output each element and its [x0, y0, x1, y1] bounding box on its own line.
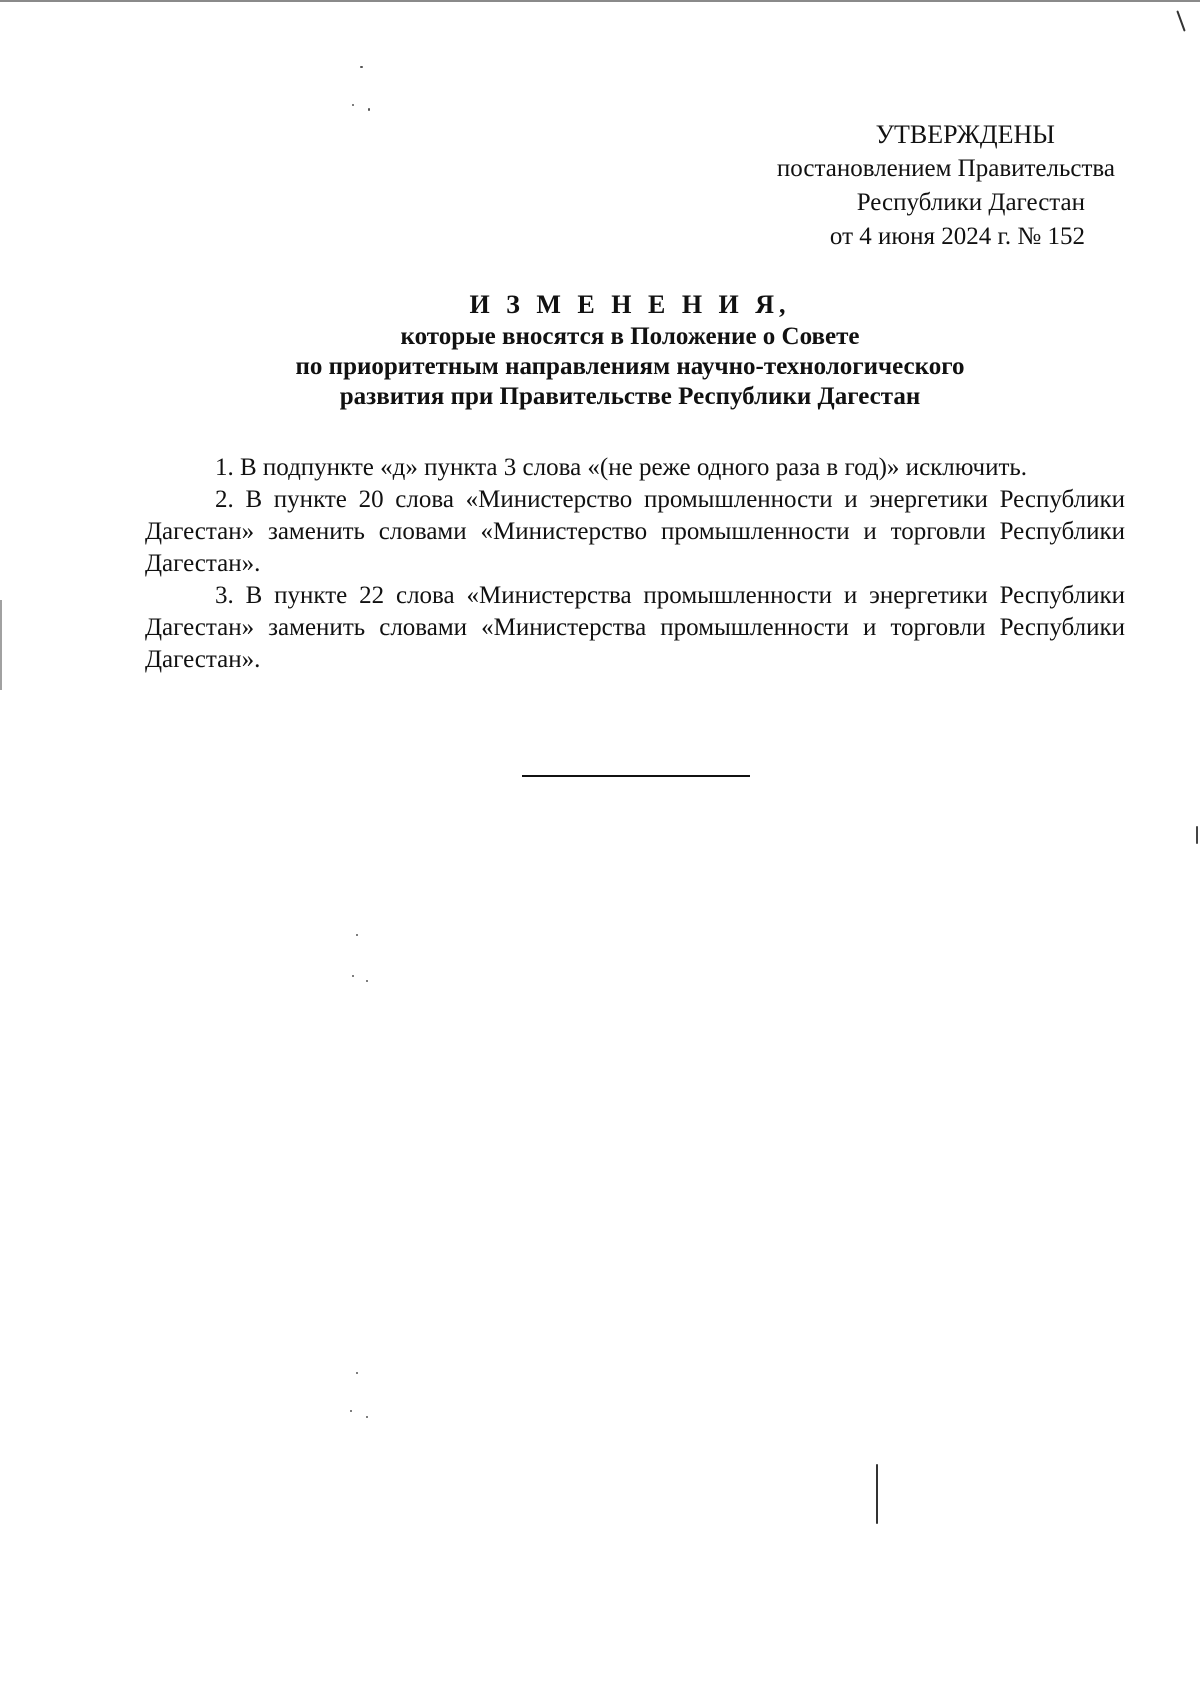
- scan-speck: [368, 108, 370, 111]
- approval-date-number: от 4 июня 2024 г. № 152: [829, 223, 1085, 250]
- scan-edge-left: [0, 600, 2, 690]
- approval-authority: Республики Дагестан: [856, 189, 1085, 216]
- scan-speck: [352, 975, 354, 977]
- title-line-2: по приоритетным направлениям научно-технологического: [295, 353, 965, 380]
- scan-edge-top: [0, 0, 1200, 2]
- title-heading: И З М Е Н Е Н И Я,: [469, 290, 791, 319]
- end-of-text-rule: [522, 775, 750, 777]
- scan-speck: [356, 934, 358, 936]
- scan-corner-mark: [1176, 10, 1185, 31]
- scan-speck: [356, 1372, 358, 1374]
- scan-speck: [350, 1410, 352, 1412]
- scan-edge-mark: [1196, 826, 1198, 844]
- approval-stamp-block: [715, 118, 1115, 254]
- amendments-list: [145, 452, 1125, 676]
- scan-line-mark: [876, 1464, 878, 1524]
- title-line-1: которые вносятся в Положение о Совете: [400, 323, 860, 350]
- scan-speck: [366, 980, 368, 982]
- title-line-3: развития при Правительстве Республики Дагестан: [339, 383, 921, 410]
- document-title: [140, 290, 1120, 412]
- amendment-item-3: 3. В пункте 22 слова «Министерства промышленности и энергетики Республики Дагестан» заменить словами «Министерства промышленности и торговли Республики Дагестан».: [145, 582, 1125, 673]
- scan-speck: [352, 104, 354, 106]
- approval-heading: УТВЕРЖДЕНЫ: [875, 120, 1055, 149]
- amendment-item-2: 2. В пункте 20 слова «Министерство промышленности и энергетики Республики Дагестан» заменить словами «Министерство промышленности и торговли Республики Дагестан».: [145, 486, 1125, 577]
- approval-by-line: постановлением Правительства: [776, 155, 1115, 182]
- scan-speck: [360, 66, 363, 68]
- scan-speck: [366, 1416, 368, 1418]
- amendment-item-1: 1. В подпункте «д» пункта 3 слова «(не реже одного раза в год)» исключить.: [215, 454, 1028, 481]
